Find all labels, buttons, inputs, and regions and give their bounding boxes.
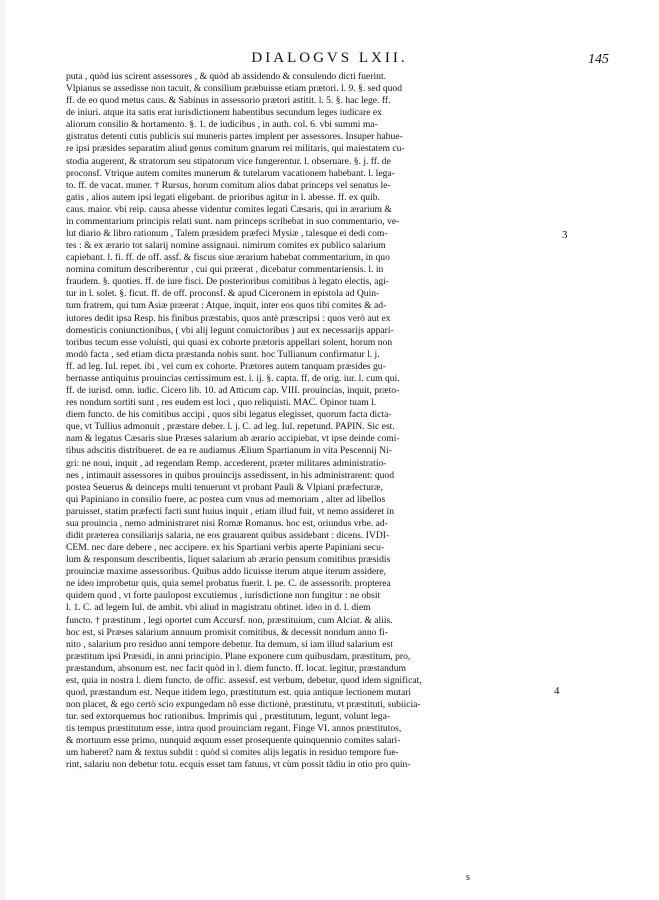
text-line: que, vt Tullius admonuit , præstare deber. l. j. C. ad leg. Iul. repetund. PAPIN. Sic est. — [66, 421, 395, 433]
text-line: aliorum consilio & hortamento. §. 1. de iudicibus , in auth. col. 6. vbi summi ma- — [66, 119, 378, 131]
text-line: um haberet? nam & textus subdit : quòd si comites alijs legatis in residuo tempore fue- — [66, 747, 399, 759]
text-line: hoc est, si Præses salarium annuum promisit comitibus, & decessit nondum anno fi- — [66, 626, 388, 638]
text-line: gistratus detenti cutis publicis sui muneris partes implent per assessores. Insuper habue- — [66, 131, 403, 143]
text-line: tur in l. solet. §. ficut. ff. de off. proconsf. & apud Ciceronem in epistola ad Quin- — [66, 288, 380, 300]
text-line: præstandum, absonum est. nec facit quòd in l. diem functo. ff. locat. legitur, præstandum — [66, 662, 406, 674]
text-line: prouinciæ maxime assessoribus. Quibus addo licuisse iterum atque iterum assidere, — [66, 566, 386, 578]
text-line: caus. maior. vbi reip. causa abesse videntur comites legati Cæsaris, qui in ærarium & — [66, 203, 392, 215]
text-line: non placet, & ego certò scio expungedam nõ esse dictionè, præstitutu, vt præstituti, subiicia- — [66, 699, 421, 711]
text-line: modò facta , sed etiam dicta præstanda nobis sunt. hoc Tullianum confirmatur l. j. — [66, 348, 380, 360]
signature-mark: s — [466, 872, 470, 883]
text-line: capiebant. l. fi. ff. de off. assf. & fiscus siue ærarium habebat commentarium, in quo — [66, 252, 390, 264]
text-line: rint, salariu non debetur totu. ecquis esset tam fatuus, vt cùm possit tãdiu in otio pro quin- — [66, 759, 411, 771]
text-line: to. ff. de vacat. muner. † Rursus, horum comitum alios dabat princeps vel senatus le- — [66, 179, 391, 191]
text-line: puta , quòd ius scirent assessores , & quòd ab assidendo & consulendo dicti fuerint. — [66, 71, 387, 82]
running-head: DIALOGVS LXII. — [251, 50, 408, 66]
text-line: ne ideo improbetur quis, quia semel probatus fuerit. l. pe. C. de assessorib. propterea — [66, 578, 391, 590]
margin-note-3: 3 — [562, 229, 568, 241]
text-line: gri: ne noui, inquit , ad regendam Remp. accederent, præter militares administratio- — [66, 457, 387, 469]
text-line: quidem quod , vt forte paulopost excutiemus , iurisdictione non fungitur : ne obsit — [66, 590, 381, 602]
text-line: bernasse antiquitus prouincias certissimum est. l. ij. §. capta. ff. de orig. iur. l. cum qui. — [66, 372, 400, 384]
text-line: lum & responsum describentis, liquet salarium ab ærario pensum comitibus præsidis — [66, 554, 391, 566]
text-line: tum fratrem, qui tum Asiæ præerat : Atque, inquit, inter eos quos tibi comites & ad- — [66, 300, 387, 312]
text-line: l. 1. C. ad legem Iul. de ambit. vbi aliud in magistratu obtinet. ideo in d. l. diem — [66, 602, 371, 614]
text-line: tes : & ex ærario tot salarij nomine assignaui. nimirum comites ex publico salarium — [66, 240, 386, 252]
text-line: & mortuum esse primo, nunquid æquum esset prosequente quinquennio comites salari- — [66, 735, 401, 747]
margin-note-4: 4 — [554, 685, 560, 697]
scan-edge — [0, 0, 6, 900]
text-line: CEM. nec dare debere , nec accipere. ex his Spartiani verbis aperte Papiniani secu- — [66, 542, 385, 554]
text-line: paruisset, statim præfecti facti sunt huius inquit , etiam illud fuit, vt nemo assideret in — [66, 505, 394, 517]
text-line: domesticis coniunctionibus, ( vbi alij legunt conuictoribus ) aut ex necessarijs appari- — [66, 324, 394, 336]
page-number: 145 — [588, 52, 609, 67]
text-line: tur. sed extorquemus hoc rationibus. Imprimis qui , præstitutum, legunt, volunt lega- — [66, 711, 391, 723]
text-line: iutores dedit ipsa Resp. his finibus præstabis, quos antè præscripsi : quos verò aut ex — [66, 312, 391, 324]
text-line: postea Seuerus & deinceps multi tenuerunt vt probant Pauli & Vlpiani præfecturæ, — [66, 481, 383, 493]
text-line: re ipsi præsides separatim aliud genus comitum gnarum rei militaris, qui maiestatem cu- — [66, 143, 405, 155]
text-line: tibus adscitis distribueret. de ea re audiamus Ælium Spartianum in vita Pescennij Ni- — [66, 445, 392, 457]
text-line: qui Papiniano in consilio fuere, ac postea cum vnus ad memoriam , alter ad libellos — [66, 493, 386, 505]
text-line: diem functo. de his comitibus accipi , quos sibi legatus elegisset, quorum facta dicta- — [66, 409, 392, 421]
text-line: functo. † præstitum , legi oportet cum Accursf. non, præstituium, cum Alciat. & aliis. — [66, 614, 393, 626]
text-line: Vlpianus se assedisse non tacuit, & consilium præbuisse etiam prætori. l. 9. §. sed quod — [66, 83, 403, 95]
text-line: tis tempus præstitutum esse, intra quod prouinciam regant. Finge VI. annos præstitutos, — [66, 723, 402, 735]
text-line: quod, præstandum est. Neque itidem lego, præstitutum est. quia antiquæ lectionem mutari — [66, 686, 412, 698]
text-line: gatis , alios autem ipsi legati eligebant. de prioribus agitur in l. abesse. ff. ex quib. — [66, 191, 380, 203]
text-line: didit præterea consiliarijs salaria, ne eos grauarent quibus assidebant : dicens. IVDI- — [66, 529, 390, 541]
text-line: in commentarium principis relati sunt. nam princeps scribebat in suo commentario, ve- — [66, 215, 400, 227]
text-line: stodia augerent, & stratorum seu stipatorum vice fungerentur. l. obseruare. §. j. ff. de — [66, 155, 391, 167]
text-line: proconsf. Vtrique autem comites munerum & tutelarum vacationem habebant. l. lega- — [66, 167, 395, 179]
text-line: res nondum sortiti sunt , res eudem est loci , quo reliquisti. MAC. Opinor tuam l. — [66, 397, 377, 409]
text-line: ff. de eo quod metus caus. & Sabinus in assessorio prætori astitit. l. 5. §. hac lege. ff. — [66, 95, 391, 107]
text-line: sua prouincia , nemo administraret nisi Romæ Romanus. hoc est, oriundus vrbe. ad- — [66, 517, 388, 529]
text-line: ff. de iurisd. omn. iudic. Cicero lib. 10. ad Atticum cap. VIII. prouincias, inquit, præto- — [66, 385, 400, 397]
text-line: nomina comitum describerentur , cui qui præerat , dicebatur commentariensis. l. in — [66, 264, 384, 276]
text-line: ff. ad leg. Iul. repet. ibi , vel cum ex cohorte. Prætores autem tanquam præsides gu- — [66, 360, 386, 372]
text-line: lut diario & libro rationum , Talem præsidem præfeci Mysiæ , talesque ei dedi com- — [66, 228, 388, 240]
text-line: fraudem. §. quoties. ff. de iure fisci. De posterioribus comitibus à legato electis, agi- — [66, 276, 389, 288]
text-line: est, quia in nostra l. diem functo. de offic. assessf. est verbum, debetur, quod idem significat, — [66, 674, 422, 686]
text-line: nam & legatus Cæsaris siue Præses salarium ab ærario accipiebat, vt ipse deinde comi- — [66, 433, 400, 445]
text-line: præstitum ipsi Præsidi, in anni principio. Plane exponere cum quibusdam, præstitum, pro, — [66, 650, 411, 662]
body-text — [66, 71, 556, 772]
text-line: nes , intimauit assessores in quibus prouincijs assedissent, in his administrarent: quod — [66, 469, 395, 481]
text-line: toribus tecum esse voluisti, qui quasi ex cohorte prætoris appellari solent, horum non — [66, 336, 393, 348]
text-line: de iniuri. atque ita satis erat iurisdictionem habentibus secundum leges iudicare ex — [66, 107, 382, 119]
text-line: nito , salarium pro residuo anni tempore debetur. Ita demum, si iam illud salarium est — [66, 638, 393, 650]
